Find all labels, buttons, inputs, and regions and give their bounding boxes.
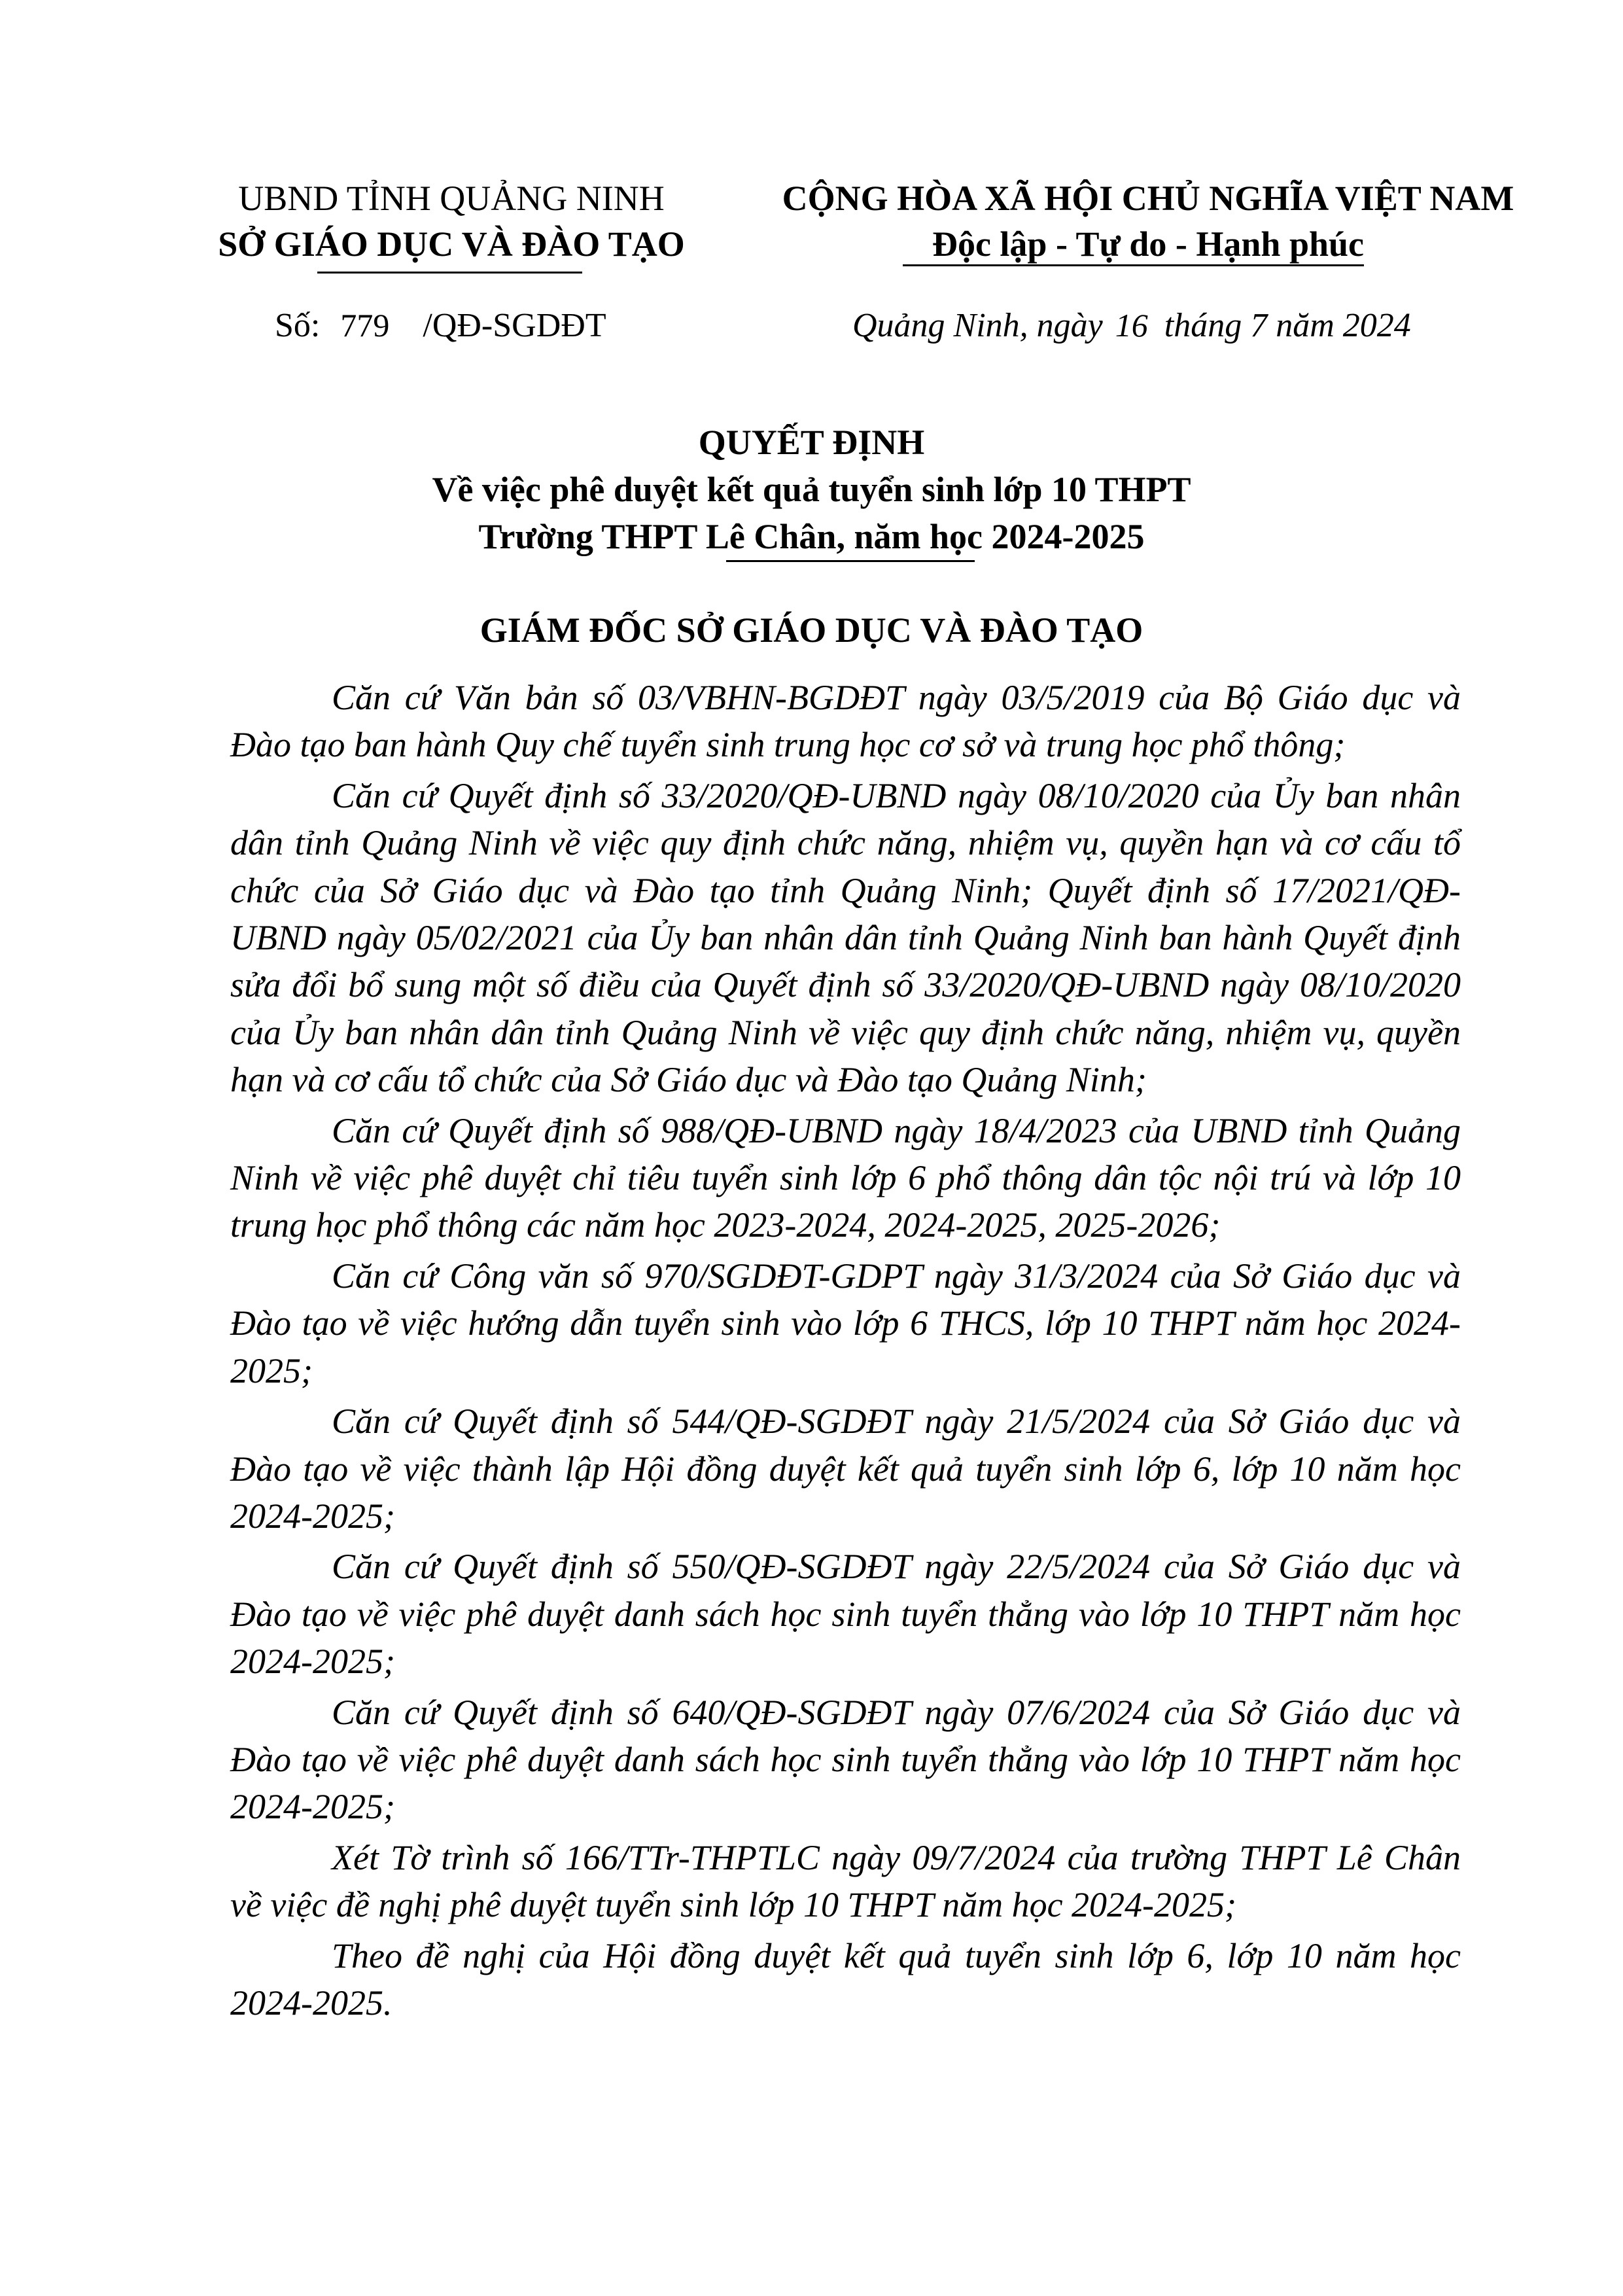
national-header-block bbox=[746, 175, 1550, 267]
legal-basis-paragraph: Căn cứ Công văn số 970/SGDĐT-GDPT ngày 31/3/2024 của Sở Giáo dục và Đào tạo về việc hướng dẫn tuyển sinh vào lớp 6 THCS, lớp 10 THPT năm học 2024-2025; bbox=[230, 1256, 1461, 1390]
decision-subject-line2: Trường THPT Lê Chân, năm học 2024-2025 bbox=[478, 517, 1145, 556]
legal-basis-paragraph: Căn cứ Văn bản số 03/VBHN-BGDĐT ngày 03/5/2019 của Bộ Giáo dục và Đào tạo ban hành Quy chế tuyển sinh trung học cơ sở và trung học phổ thông; bbox=[230, 678, 1461, 765]
place-date-after: tháng 7 năm 2024 bbox=[1164, 307, 1411, 344]
legal-basis-paragraph: Căn cứ Quyết định số 33/2020/QĐ-UBND ngày 08/10/2020 của Ủy ban nhân dân tỉnh Quảng Ninh về việc quy định chức năng, nhiệm vụ, quyền hạn và cơ cấu tổ chức của Sở Giáo dục và Đào tạo tỉnh Quảng Ninh; Quyết định số 17/2021/QĐ-UBND ngày 05/02/2021 của Ủy ban nhân dân tỉnh Quảng Ninh ban hành Quyết định sửa đổi bổ sung một số điều của Quyết định số 33/2020/QĐ-UBND ngày 08/10/2020 của Ủy ban nhân dân tỉnh Quảng Ninh về việc quy định chức năng, nhiệm vụ, quyền hạn và cơ cấu tổ chức của Sở Giáo dục và Đào tạo Quảng Ninh; bbox=[230, 775, 1461, 1100]
doc-number-value: 779 bbox=[340, 307, 390, 344]
country-name: CỘNG HÒA XÃ HỘI CHỦ NGHĨA VIỆT NAM bbox=[782, 179, 1514, 218]
legal-basis-paragraph: Theo đề nghị của Hội đồng duyệt kết quả tuyển sinh lớp 6, lớp 10 năm học 2024-2025. bbox=[230, 1935, 1461, 2022]
legal-basis-paragraph: Căn cứ Quyết định số 544/QĐ-SGDĐT ngày 21/5/2024 của Sở Giáo dục và Đào tạo về việc thành lập Hội đồng duyệt kết quả tuyển sinh lớp 6, lớp 10 năm học 2024-2025; bbox=[230, 1402, 1461, 1536]
legal-basis-paragraph: Xét Tờ trình số 166/TTr-THPTLC ngày 09/7/2024 của trường THPT Lê Chân về việc đề nghị phê duyệt tuyển sinh lớp 10 THPT năm học 2024-2025; bbox=[230, 1837, 1461, 1925]
title-underline bbox=[726, 560, 975, 562]
legal-basis-paragraph: Căn cứ Quyết định số 550/QĐ-SGDĐT ngày 22/5/2024 của Sở Giáo dục và Đào tạo về việc phê duyệt danh sách học sinh tuyển thẳng vào lớp 10 THPT năm học 2024-2025; bbox=[230, 1547, 1461, 1682]
legal-bases bbox=[230, 674, 1461, 2030]
parent-agency: UBND TỈNH QUẢNG NINH bbox=[238, 179, 665, 218]
motto-underline bbox=[903, 264, 1364, 266]
doc-number-suffix: /QĐ-SGDĐT bbox=[423, 307, 606, 344]
legal-basis-paragraph: Căn cứ Quyết định số 640/QĐ-SGDĐT ngày 07/6/2024 của Sở Giáo dục và Đào tạo về việc phê duyệt danh sách học sinh tuyển thẳng vào lớp 10 THPT năm học 2024-2025; bbox=[230, 1692, 1461, 1827]
agency-underline bbox=[317, 272, 582, 274]
issuing-agency-block bbox=[196, 175, 707, 267]
place-date bbox=[852, 302, 1411, 349]
doc-number-prefix: Số: bbox=[275, 307, 321, 344]
decision-subject-line1: Về việc phê duyệt kết quả tuyển sinh lớp 10 THPT bbox=[432, 470, 1191, 509]
agency-name: SỞ GIÁO DỤC VÀ ĐÀO TẠO bbox=[218, 224, 685, 264]
place-date-day: 16 bbox=[1115, 307, 1148, 344]
national-motto: Độc lập - Tự do - Hạnh phúc bbox=[932, 224, 1365, 264]
legal-basis-paragraph: Căn cứ Quyết định số 988/QĐ-UBND ngày 18/4/2023 của UBND tỉnh Quảng Ninh về việc phê duyệt chỉ tiêu tuyển sinh lớp 6 phổ thông dân tộc nội trú và lớp 10 trung học phổ thông các năm học 2023-2024, 2024-2025, 2025-2026; bbox=[230, 1110, 1461, 1245]
decision-title-block bbox=[196, 419, 1427, 560]
document-number bbox=[275, 302, 606, 349]
issuer-title: GIÁM ĐỐC SỞ GIÁO DỤC VÀ ĐÀO TẠO bbox=[480, 610, 1143, 650]
place-date-before: Quảng Ninh, ngày bbox=[852, 307, 1103, 344]
decision-type: QUYẾT ĐỊNH bbox=[698, 423, 925, 462]
